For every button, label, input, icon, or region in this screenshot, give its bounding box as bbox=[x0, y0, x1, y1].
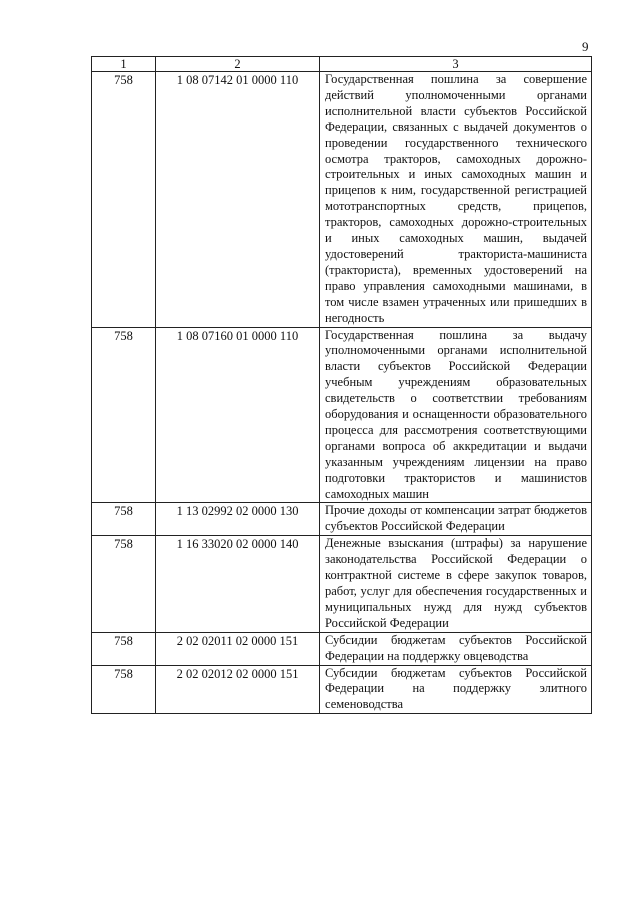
table-header bbox=[92, 57, 592, 72]
revenue-name-cell: Субсидии бюджетам субъектов Российской Федерации на поддержку овцеводства bbox=[320, 632, 592, 665]
revenue-name-cell: Прочие доходы от компенсации затрат бюджетов субъектов Российской Федерации bbox=[320, 503, 592, 536]
column-header-2: 2 bbox=[156, 57, 320, 72]
revenue-name-cell: Денежные взыскания (штрафы) за нарушение законодательства Российской Федерации о контрактной системе в сфере закупок товаров, работ, услуг для обеспечения государственных и муниципальных нужд для нужд субъектов Российской Федерации bbox=[320, 536, 592, 632]
revenue-code-cell: 1 13 02992 02 0000 130 bbox=[156, 503, 320, 536]
table-row bbox=[92, 327, 592, 503]
page-number: 9 bbox=[582, 39, 589, 54]
table-row bbox=[92, 72, 592, 328]
revenue-code-cell: 1 16 33020 02 0000 140 bbox=[156, 536, 320, 632]
revenue-code-cell: 2 02 02012 02 0000 151 bbox=[156, 665, 320, 714]
revenue-codes-table bbox=[91, 56, 592, 714]
table-row bbox=[92, 536, 592, 632]
table-row bbox=[92, 665, 592, 714]
revenue-code-cell: 2 02 02011 02 0000 151 bbox=[156, 632, 320, 665]
header-row bbox=[92, 57, 592, 72]
table-row bbox=[92, 503, 592, 536]
chapter-code-cell: 758 bbox=[92, 632, 156, 665]
column-header-3: 3 bbox=[320, 57, 592, 72]
revenue-name-cell: Субсидии бюджетам субъектов Российской Федерации на поддержку элитного семеноводства bbox=[320, 665, 592, 714]
chapter-code-cell: 758 bbox=[92, 536, 156, 632]
revenue-code-cell: 1 08 07160 01 0000 110 bbox=[156, 327, 320, 503]
chapter-code-cell: 758 bbox=[92, 72, 156, 328]
revenue-name-cell: Государственная пошлина за выдачу уполномоченными органами исполнительной власти субъектов Российской Федерации учебным учреждениям образовательных свидетельств о соответствии требованиям оборудования и оснащенности образовательного процесса для рассмотрения соответствующими органами вопроса об аккредитации и выдачи указанным учреждениям лицензии на право подготовки трактористов и машинистов самоходных машин bbox=[320, 327, 592, 503]
chapter-code-cell: 758 bbox=[92, 327, 156, 503]
table-row bbox=[92, 632, 592, 665]
column-header-1: 1 bbox=[92, 57, 156, 72]
chapter-code-cell: 758 bbox=[92, 503, 156, 536]
revenue-name-cell: Государственная пошлина за совершение действий уполномоченными органами исполнительной власти субъектов Российской Федерации, связанных с выдачей документов о проведении государственного технического осмотра тракторов, самоходных дорожно-строительных и иных самоходных машин и прицепов к ним, государственной регистрацией мототранспортных средств, прицепов, тракторов, самоходных дорожно-строительных и иных самоходных машин, выдачей удостоверений тракториста-машиниста (тракториста), временных удостоверений на право управления самоходными машинами, в том числе взамен утраченных или пришедших в негодность bbox=[320, 72, 592, 328]
chapter-code-cell: 758 bbox=[92, 665, 156, 714]
table-body bbox=[92, 72, 592, 714]
revenue-code-cell: 1 08 07142 01 0000 110 bbox=[156, 72, 320, 328]
